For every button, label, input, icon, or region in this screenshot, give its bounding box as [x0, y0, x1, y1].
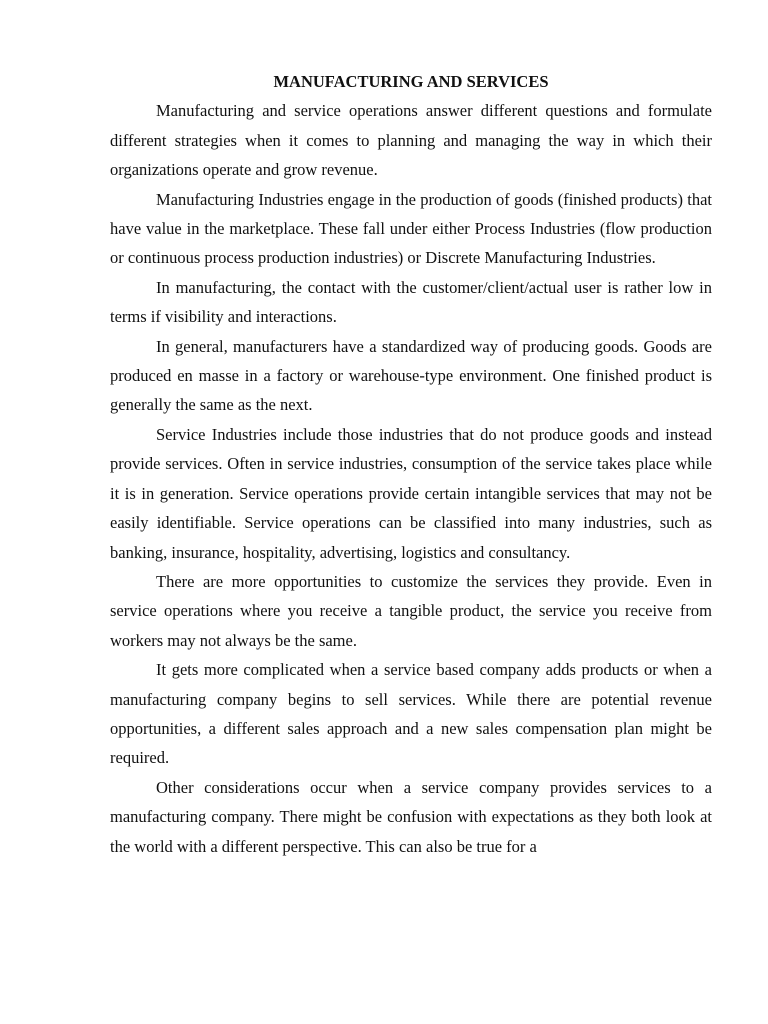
paragraph-complications: It gets more complicated when a service based company adds products or when a manufacturing company begins to sell services. While there are potential revenue opportunities, a different sales approach and a new sales compensation plan might be required. [110, 660, 712, 768]
paragraph-customer-contact: In manufacturing, the contact with the customer/client/actual user is rather low in terms if visibility and interactions. [110, 277, 712, 327]
document-title: MANUFACTURING AND SERVICES [273, 72, 549, 91]
paragraph-standardized-production: In general, manufacturers have a standardized way of producing goods. Goods are produced en masse in a factory or warehouse-type environment. One finished product is generally the same as the next. [110, 336, 712, 415]
paragraph-manufacturing-vs-service-intro: Manufacturing and service operations answer different questions and formulate different strategies when it comes to planning and managing the way in which their organizations operate and grow revenue. [110, 101, 712, 180]
paragraph-manufacturing-industries: Manufacturing Industries engage in the production of goods (finished products) that have value in the marketplace. These fall under either Process Industries (flow production or continuous process production industries) or Discrete Manufacturing Industries. [110, 189, 712, 268]
paragraph-other-considerations: Other considerations occur when a service company provides services to a manufacturing company. There might be confusion with expectations as they both look at the world with a different perspective. This can also be true for a [110, 777, 712, 856]
paragraph-service-industries: Service Industries include those industries that do not produce goods and instead provide services. Often in service industries, consumption of the service takes place while it is in generation. Service operations provide certain intangible services that may not be easily identifiable. Service operations can be classified into many industries, such as banking, insurance, hospitality, advertising, logistics and consultancy. [110, 424, 712, 562]
document-body [110, 67, 712, 861]
paragraph-customization: There are more opportunities to customize the services they provide. Even in service operations where you receive a tangible product, the service you receive from workers may not always be the same. [110, 571, 712, 650]
